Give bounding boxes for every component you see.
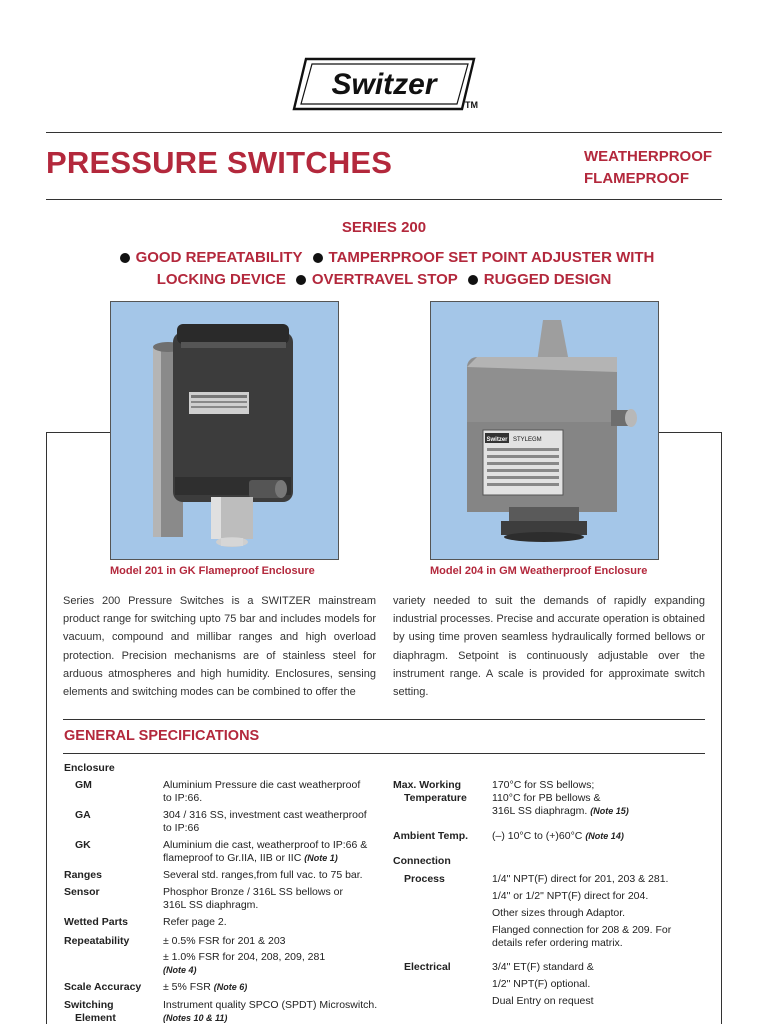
model-204-photo [430, 301, 659, 560]
spec-scale-accuracy-label: Scale Accuracy [64, 981, 142, 993]
frame-line [46, 432, 110, 433]
bullet-icon [313, 253, 323, 263]
spec-electrical-label: Electrical [404, 961, 451, 973]
spec-process-label: Process [404, 873, 445, 885]
spec-gk-label: GK [75, 839, 91, 851]
spec-sensor-label: Sensor [64, 886, 100, 898]
header-rule-bottom [46, 199, 722, 200]
page-title: PRESSURE SWITCHES [46, 145, 393, 180]
frame-line [658, 432, 722, 433]
specs-rule-top [63, 719, 705, 720]
spec-ga-value: 304 / 316 SS, investment cast weatherproof to IP:66 [163, 809, 367, 834]
model-201-photo [110, 301, 339, 560]
spec-ranges-label: Ranges [64, 869, 102, 881]
spec-gm-label: GM [75, 779, 92, 791]
spec-max-working-temp-label: Max. Working Temperature [393, 779, 467, 804]
spec-connection-label: Connection [393, 855, 451, 867]
label-style-text: STYLEGM [513, 437, 542, 443]
series-title: SERIES 200 [341, 219, 427, 236]
spec-gm-value: Aluminium Pressure die cast weatherproof to IP:66. [163, 779, 361, 804]
bullet-icon [120, 253, 130, 263]
spec-electrical-value: 3/4" ET(F) standard & 1/2" NPT(F) optional. Dual Entry on request [492, 961, 594, 1007]
header-rule-top [46, 132, 722, 133]
spec-wetted-label: Wetted Parts [64, 916, 128, 928]
label-brand-text: Switzer [486, 437, 508, 443]
subtitle-flameproof: FLAMEPROOF [584, 170, 689, 187]
logo-wordmark: Switzer [331, 68, 437, 101]
spec-ambient-temp-value: (–) 10°C to (+)60°C (Note 14) [492, 830, 624, 842]
spec-switching-value: Instrument quality SPCO (SPDT) Microswitch. (Notes 10 & 11) [163, 999, 378, 1023]
spec-max-working-temp-value: 170°C for SS bellows; 110°C for PB bellows & 316L SS diaphragm. (Note 15) [492, 779, 629, 817]
spec-process-value: 1/4" NPT(F) direct for 201, 203 & 281. 1/4" or 1/2" NPT(F) direct for 204. Other sizes through Adaptor. Flanged connection for 208 & 209. For details refer ordering matrix. [492, 873, 672, 949]
feature-good-repeatability: GOOD REPEATABILITY [135, 249, 303, 266]
model-201-caption: Model 201 in GK Flameproof Enclosure [110, 565, 315, 577]
specs-rule-bottom [63, 753, 705, 754]
frame-line [46, 432, 47, 1024]
bullet-icon [468, 275, 478, 285]
spec-ambient-temp-label: Ambient Temp. [393, 830, 469, 842]
specs-heading: GENERAL SPECIFICATIONS [64, 728, 260, 744]
feature-overtravel-stop: OVERTRAVEL STOP [311, 271, 458, 288]
intro-paragraph-right: variety needed to suit the demands of rapidly expanding industrial processes. Precise and accurate operation is obtained by using time proven seamless hydraulically formed bellows or diaphragm. Setpoint is continuously adjustable over the instrument range. A scale is provided for approximate switch setting. [393, 595, 705, 699]
feature-line-1 [0, 249, 768, 266]
spec-wetted-value: Refer page 2. [163, 916, 227, 928]
spec-ranges-value: Several std. ranges,from full vac. to 75 bar. [163, 869, 363, 881]
spec-enclosure-label: Enclosure [64, 762, 115, 774]
bullet-icon [296, 275, 306, 285]
feature-locking-device: LOCKING DEVICE [156, 271, 286, 288]
switzer-logo [292, 56, 476, 112]
spec-scale-accuracy-value: ± 5% FSR (Note 6) [163, 981, 248, 993]
feature-rugged-design: RUGGED DESIGN [483, 271, 612, 288]
spec-repeatability-label: Repeatability [64, 935, 130, 947]
feature-line-2 [0, 271, 768, 288]
spec-ga-label: GA [75, 809, 91, 821]
spec-gk-value: Aluminium die cast, weatherproof to IP:66 & flameproof to Gr.IIA, IIB or IIC (Note 1) [163, 839, 368, 864]
spec-sensor-value: Phosphor Bronze / 316L SS bellows or 316L SS diaphragm. [163, 886, 343, 911]
spec-switching-label: Switching Element [64, 999, 116, 1024]
intro-paragraph-left: Series 200 Pressure Switches is a SWITZER mainstream product range for switching upto 75 bar and includes models for vacuum, compound and millibar ranges and high overload protection. Precision mechanisms are of stainless steel for arduous atmospheres and high humidity. Enclosures, sensing elements and switching modes can be combined to offer the [63, 595, 376, 699]
spec-repeatability-value: ± 0.5% FSR for 201 & 203 ± 1.0% FSR for 204, 208, 209, 281 (Note 4) [163, 935, 326, 975]
subtitle-weatherproof: WEATHERPROOF [584, 148, 713, 165]
trademark-mark: TM [465, 100, 478, 110]
feature-tamperproof: TAMPERPROOF SET POINT ADJUSTER WITH [328, 249, 655, 266]
frame-line [721, 432, 722, 1024]
model-204-caption: Model 204 in GM Weatherproof Enclosure [430, 565, 648, 577]
